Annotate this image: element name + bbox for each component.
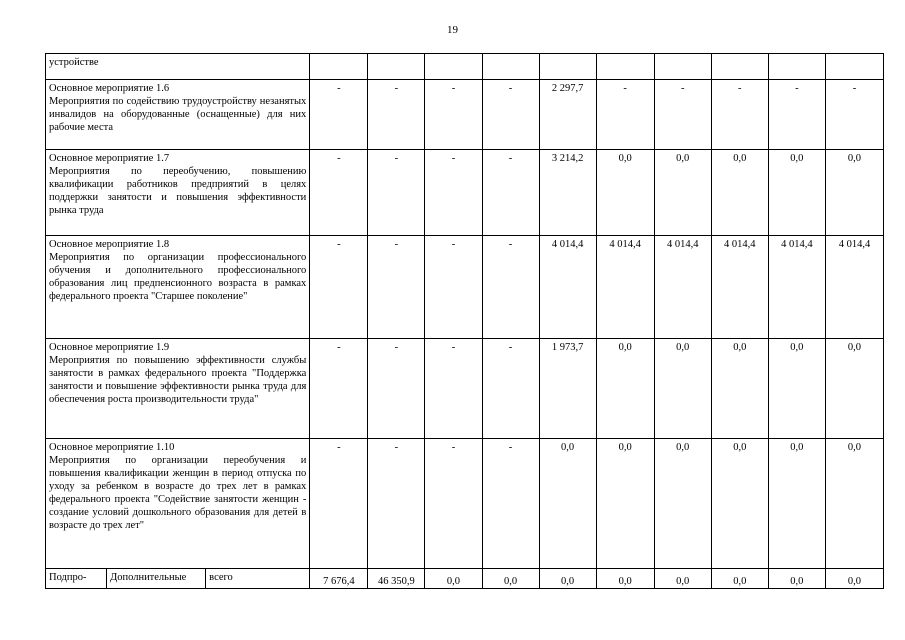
value-cell: 0,0	[596, 569, 654, 589]
value-cell: -	[482, 236, 539, 339]
value-cell: -	[425, 236, 482, 339]
value-cell: 0,0	[654, 439, 711, 569]
measure-title: Основное мероприятие 1.7	[49, 153, 170, 164]
measure-description	[46, 236, 310, 339]
value-cell: -	[368, 150, 425, 236]
value-cell: 4 014,4	[825, 236, 883, 339]
value-cell: 0,0	[596, 339, 654, 439]
measure-description	[46, 150, 310, 236]
measure-text: Мероприятия по организации профессионального обучения и дополнительного профессионального образования лиц предпенсионного возраста в рамках федерального проекта "Старшее поколение"	[49, 252, 307, 302]
value-cell: 7 676,4	[310, 569, 368, 589]
value-cell: 0,0	[825, 339, 883, 439]
value-cell: -	[825, 80, 883, 150]
table-row	[46, 339, 884, 439]
value-cell: 0,0	[539, 439, 596, 569]
value-cell: -	[310, 439, 368, 569]
value-cell: 0,0	[654, 339, 711, 439]
value-cell: -	[425, 439, 482, 569]
value-cell: -	[368, 80, 425, 150]
value-cell: 0,0	[539, 569, 596, 589]
footer-col3: всего	[206, 569, 310, 589]
measure-text: Мероприятия по переобучению, повышению квалификации работников предприятий в целях поддержки занятости и повышения эффективности рынка труда	[49, 166, 307, 216]
measure-title: Основное мероприятие 1.6	[49, 83, 170, 94]
value-cell: -	[482, 80, 539, 150]
value-cell: 0,0	[654, 569, 711, 589]
value-cell: 0,0	[482, 569, 539, 589]
value-cell: 0,0	[711, 150, 768, 236]
value-cell: 4 014,4	[596, 236, 654, 339]
table-row	[46, 439, 884, 569]
value-cell: 4 014,4	[768, 236, 825, 339]
value-cell: -	[310, 236, 368, 339]
value-cell: 0,0	[825, 439, 883, 569]
value-cell: -	[310, 339, 368, 439]
value-cell: -	[596, 80, 654, 150]
measure-description	[46, 339, 310, 439]
table-row	[46, 80, 884, 150]
value-cell: 0,0	[596, 439, 654, 569]
measure-description	[46, 80, 310, 150]
value-cell: -	[425, 80, 482, 150]
value-cell: 0,0	[768, 569, 825, 589]
value-cell: -	[425, 150, 482, 236]
value-cell: 4 014,4	[654, 236, 711, 339]
footer-col2: Дополнительные	[107, 569, 206, 589]
measure-title: Основное мероприятие 1.9	[49, 342, 170, 353]
row-label: устройстве	[46, 54, 310, 80]
footer-col1: Подпро-	[46, 569, 107, 589]
value-cell: -	[482, 150, 539, 236]
value-cell: 0,0	[711, 569, 768, 589]
table-row	[46, 150, 884, 236]
value-cell: -	[310, 80, 368, 150]
measure-text: Мероприятия по содействию трудоустройству незанятых инвалидов на оборудованные (оснащенные) для них рабочие места	[49, 96, 307, 133]
value-cell: 0,0	[711, 439, 768, 569]
value-cell: 4 014,4	[539, 236, 596, 339]
value-cell: 0,0	[654, 150, 711, 236]
value-cell: 0,0	[711, 339, 768, 439]
value-cell: -	[425, 339, 482, 439]
value-cell: 0,0	[825, 569, 883, 589]
value-cell: 0,0	[768, 439, 825, 569]
value-cell: 46 350,9	[368, 569, 425, 589]
value-cell: 0,0	[825, 150, 883, 236]
value-cell: 0,0	[768, 339, 825, 439]
measure-text: Мероприятия по повышению эффективности службы занятости в рамках федерального проекта "Поддержка занятости и повышение эффективности рынка труда для обеспечения роста производительности труда"	[49, 355, 307, 405]
value-cell: -	[654, 80, 711, 150]
value-cell: -	[482, 439, 539, 569]
value-cell: -	[368, 236, 425, 339]
value-cell: 0,0	[425, 569, 482, 589]
value-cell: 0,0	[596, 150, 654, 236]
value-cell: 1 973,7	[539, 339, 596, 439]
value-cell: 4 014,4	[711, 236, 768, 339]
value-cell: 0,0	[768, 150, 825, 236]
value-cell: -	[368, 439, 425, 569]
table-row	[46, 569, 884, 589]
measure-title: Основное мероприятие 1.8	[49, 239, 170, 250]
measure-text: Мероприятия по организации переобучения и повышения квалификации женщин в период отпуска по уходу за ребенком в возрасте до трех лет в рамках федерального проекта "Содействие занятости женщин - создание условий дошкольного образования для детей в возрасте до трех лет"	[49, 455, 307, 531]
value-cell: -	[711, 80, 768, 150]
value-cell: -	[368, 339, 425, 439]
value-cell: -	[768, 80, 825, 150]
value-cell: -	[482, 339, 539, 439]
value-cell: 2 297,7	[539, 80, 596, 150]
measure-title: Основное мероприятие 1.10	[49, 442, 175, 453]
budget-table	[45, 53, 884, 589]
table-row	[46, 236, 884, 339]
value-cell: 3 214,2	[539, 150, 596, 236]
page-number: 19	[447, 24, 458, 36]
table-row	[46, 54, 884, 80]
value-cell: -	[310, 150, 368, 236]
measure-description	[46, 439, 310, 569]
